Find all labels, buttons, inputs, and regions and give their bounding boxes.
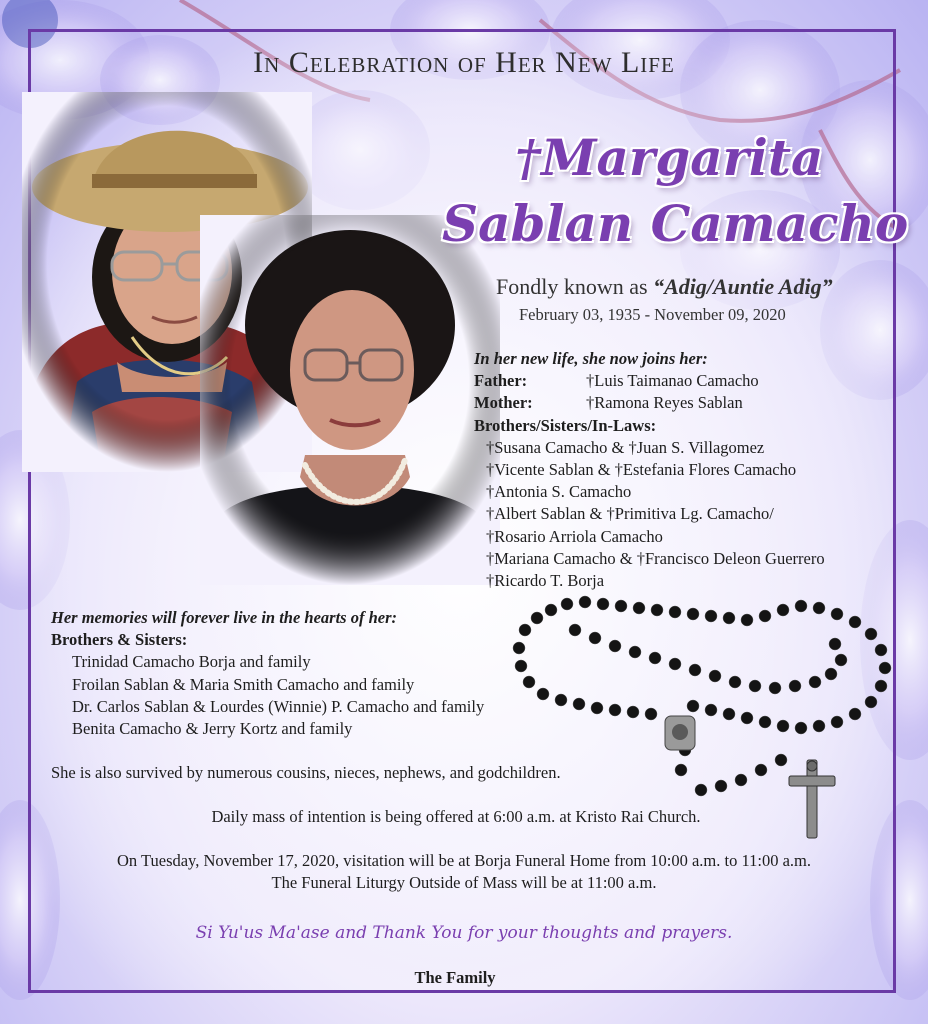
portrait-photo-pearls [200,215,500,585]
survivor-item: Dr. Carlos Sablan & Lourdes (Winnie) P. Camacho and family [72,696,485,716]
survived-statement: She is also survived by numerous cousins, nieces, nephews, and godchildren. [51,763,561,782]
new-life-heading: In her new life, she now joins her: [474,349,708,368]
nickname: “Adig/Auntie Adig” [653,274,833,299]
sibling-item: †Ricardo T. Borja [486,571,605,591]
sibling-item: †Antonia S. Camacho [486,482,632,502]
father-label: Father: [474,371,528,391]
thank-you-message: Si Yu'us Ma'ase and Thank You for your thoughts and prayers. [195,923,733,943]
father-row [474,370,825,392]
sibling-item: †Mariana Camacho & †Francisco Deleon Guerrero [486,548,825,568]
rosary-beads [513,596,891,796]
liturgy-notice: The Funeral Liturgy Outside of Mass will be at 11:00 a.m. [271,873,657,892]
mother-label: Mother: [474,393,533,413]
new-life-section [474,348,825,592]
signature: The Family [414,968,496,987]
memories-section [51,607,484,740]
survivor-item: Trinidad Camacho Borja and family [72,652,311,672]
nickname-prefix: Fondly known as [496,274,648,299]
survivor-item: Benita Camacho & Jerry Kortz and family [72,719,353,739]
deceased-name-first: †Margarita [515,128,824,187]
mother-row [474,392,825,414]
rosary-medal [665,716,695,750]
mother-name: †Ramona Reyes Sablan [586,393,743,413]
father-name: †Luis Taimanao Camacho [586,371,759,391]
sibling-item: †Vicente Sablan & †Estefania Flores Camacho [486,460,797,480]
survivor-item: Froilan Sablan & Maria Smith Camacho and family [72,674,415,694]
life-dates: February 03, 1935 - November 09, 2020 [519,305,786,324]
memories-heading: Her memories will forever live in the hearts of her: [51,608,398,627]
sibling-item: †Rosario Arriola Camacho [486,526,663,546]
nickname-line [496,274,833,300]
visitation-notice: On Tuesday, November 17, 2020, visitation will be at Borja Funeral Home from 10:00 a.m. to 11:00 a.m. [117,851,811,870]
sibling-item: †Susana Camacho & †Juan S. Villagomez [486,437,765,457]
memories-label: Brothers & Sisters: [51,630,188,650]
mass-notice: Daily mass of intention is being offered at 6:00 a.m. at Kristo Rai Church. [211,807,701,826]
deceased-name-last: Sablan Camacho [442,194,909,253]
sibling-item: †Albert Sablan & †Primitiva Lg. Camacho/ [486,504,774,524]
siblings-label: Brothers/Sisters/In-Laws: [474,415,657,435]
page-title: In Celebration of Her New Life [253,46,675,79]
